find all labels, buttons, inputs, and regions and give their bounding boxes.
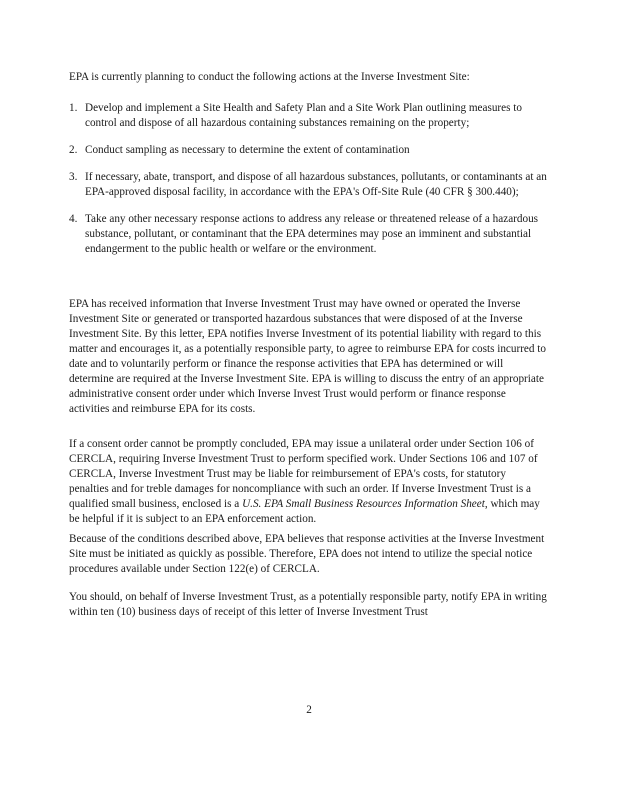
paragraph-special-notice: Because of the conditions described above, EPA believes that response activities at the Inverse Investment Site must be initiated as quickly as possible. Therefore, EPA does not intend to utilize the special notice procedures available under Section 122(e) of CERCLA.	[69, 533, 545, 575]
list-item-number: 3.	[69, 171, 78, 183]
list-item-text: Take any other necessary response actions to address any release or threatened release of a hazardous substance, pollutant, or contaminant that the EPA determines may pose an imminent and substantial endangerment to the public health or welfare or the environment.	[85, 213, 539, 255]
list-item	[69, 170, 547, 200]
paragraph-notify-epa: You should, on behalf of Inverse Investment Trust, as a potentially responsible party, notify EPA in writing within ten (10) business days of receipt of this letter of Inverse Investment Trust	[69, 591, 547, 618]
list-item-number: 4.	[69, 213, 78, 225]
list-item-text: If necessary, abate, transport, and dispose of all hazardous substances, pollutants, or contaminants at an EPA-approved disposal facility, in accordance with the EPA's Off-Site Rule (40 CFR § 300.440);	[85, 171, 547, 198]
planned-actions-list	[69, 101, 547, 257]
list-item-text: Develop and implement a Site Health and Safety Plan and a Site Work Plan outlining measures to control and dispose of all hazardous containing substances remaining on the property;	[85, 102, 522, 129]
list-item-number: 2.	[69, 144, 78, 156]
list-item	[69, 101, 547, 131]
paragraph-text: , which may be helpful if it is subject to an EPA enforcement action.	[69, 498, 540, 525]
list-item	[69, 143, 547, 158]
list-item-number: 1.	[69, 102, 78, 114]
list-item	[69, 212, 547, 257]
list-item-text: Conduct sampling as necessary to determine the extent of contamination	[85, 144, 410, 156]
paragraph-notice-of-liability: EPA has received information that Inverse Investment Trust may have owned or operated the Inverse Investment Site or generated or transported hazardous substances that were disposed of at the Inverse Investment Site. By this letter, EPA notifies Inverse Investment of its potential liability with regard to this matter and encourages it, as a potentially responsible party, to agree to reimburse EPA for costs incurred to date and to voluntarily perform or finance the response activities that EPA has determined or will determine are required at the Inverse Investment Site. EPA is willing to discuss the entry of an appropriate administrative consent order under which Inverse Invest Trust would perform or finance response activities and reimburse EPA for its costs.	[69, 298, 546, 415]
small-business-sheet-title: U.S. EPA Small Business Resources Information Sheet	[242, 498, 485, 510]
intro-sentence: EPA is currently planning to conduct the following actions at the Inverse Investment Site:	[69, 71, 470, 83]
page-number: 2	[306, 704, 312, 716]
paragraph-text: If a consent order cannot be promptly concluded, EPA may issue a unilateral order under Section 106 of CERCLA, requiring Inverse Investment Trust to perform specified work. Under Sections 106 and 107 of CERCLA, Inverse Investment Trust may be liable for reimbursement of EPA's costs, for statutory penalties and for treble damages for noncompliance with such an order. If Inverse Investment Trust is a qualified small business, enclosed is a	[69, 438, 538, 510]
paragraph-unilateral-order	[69, 437, 547, 527]
